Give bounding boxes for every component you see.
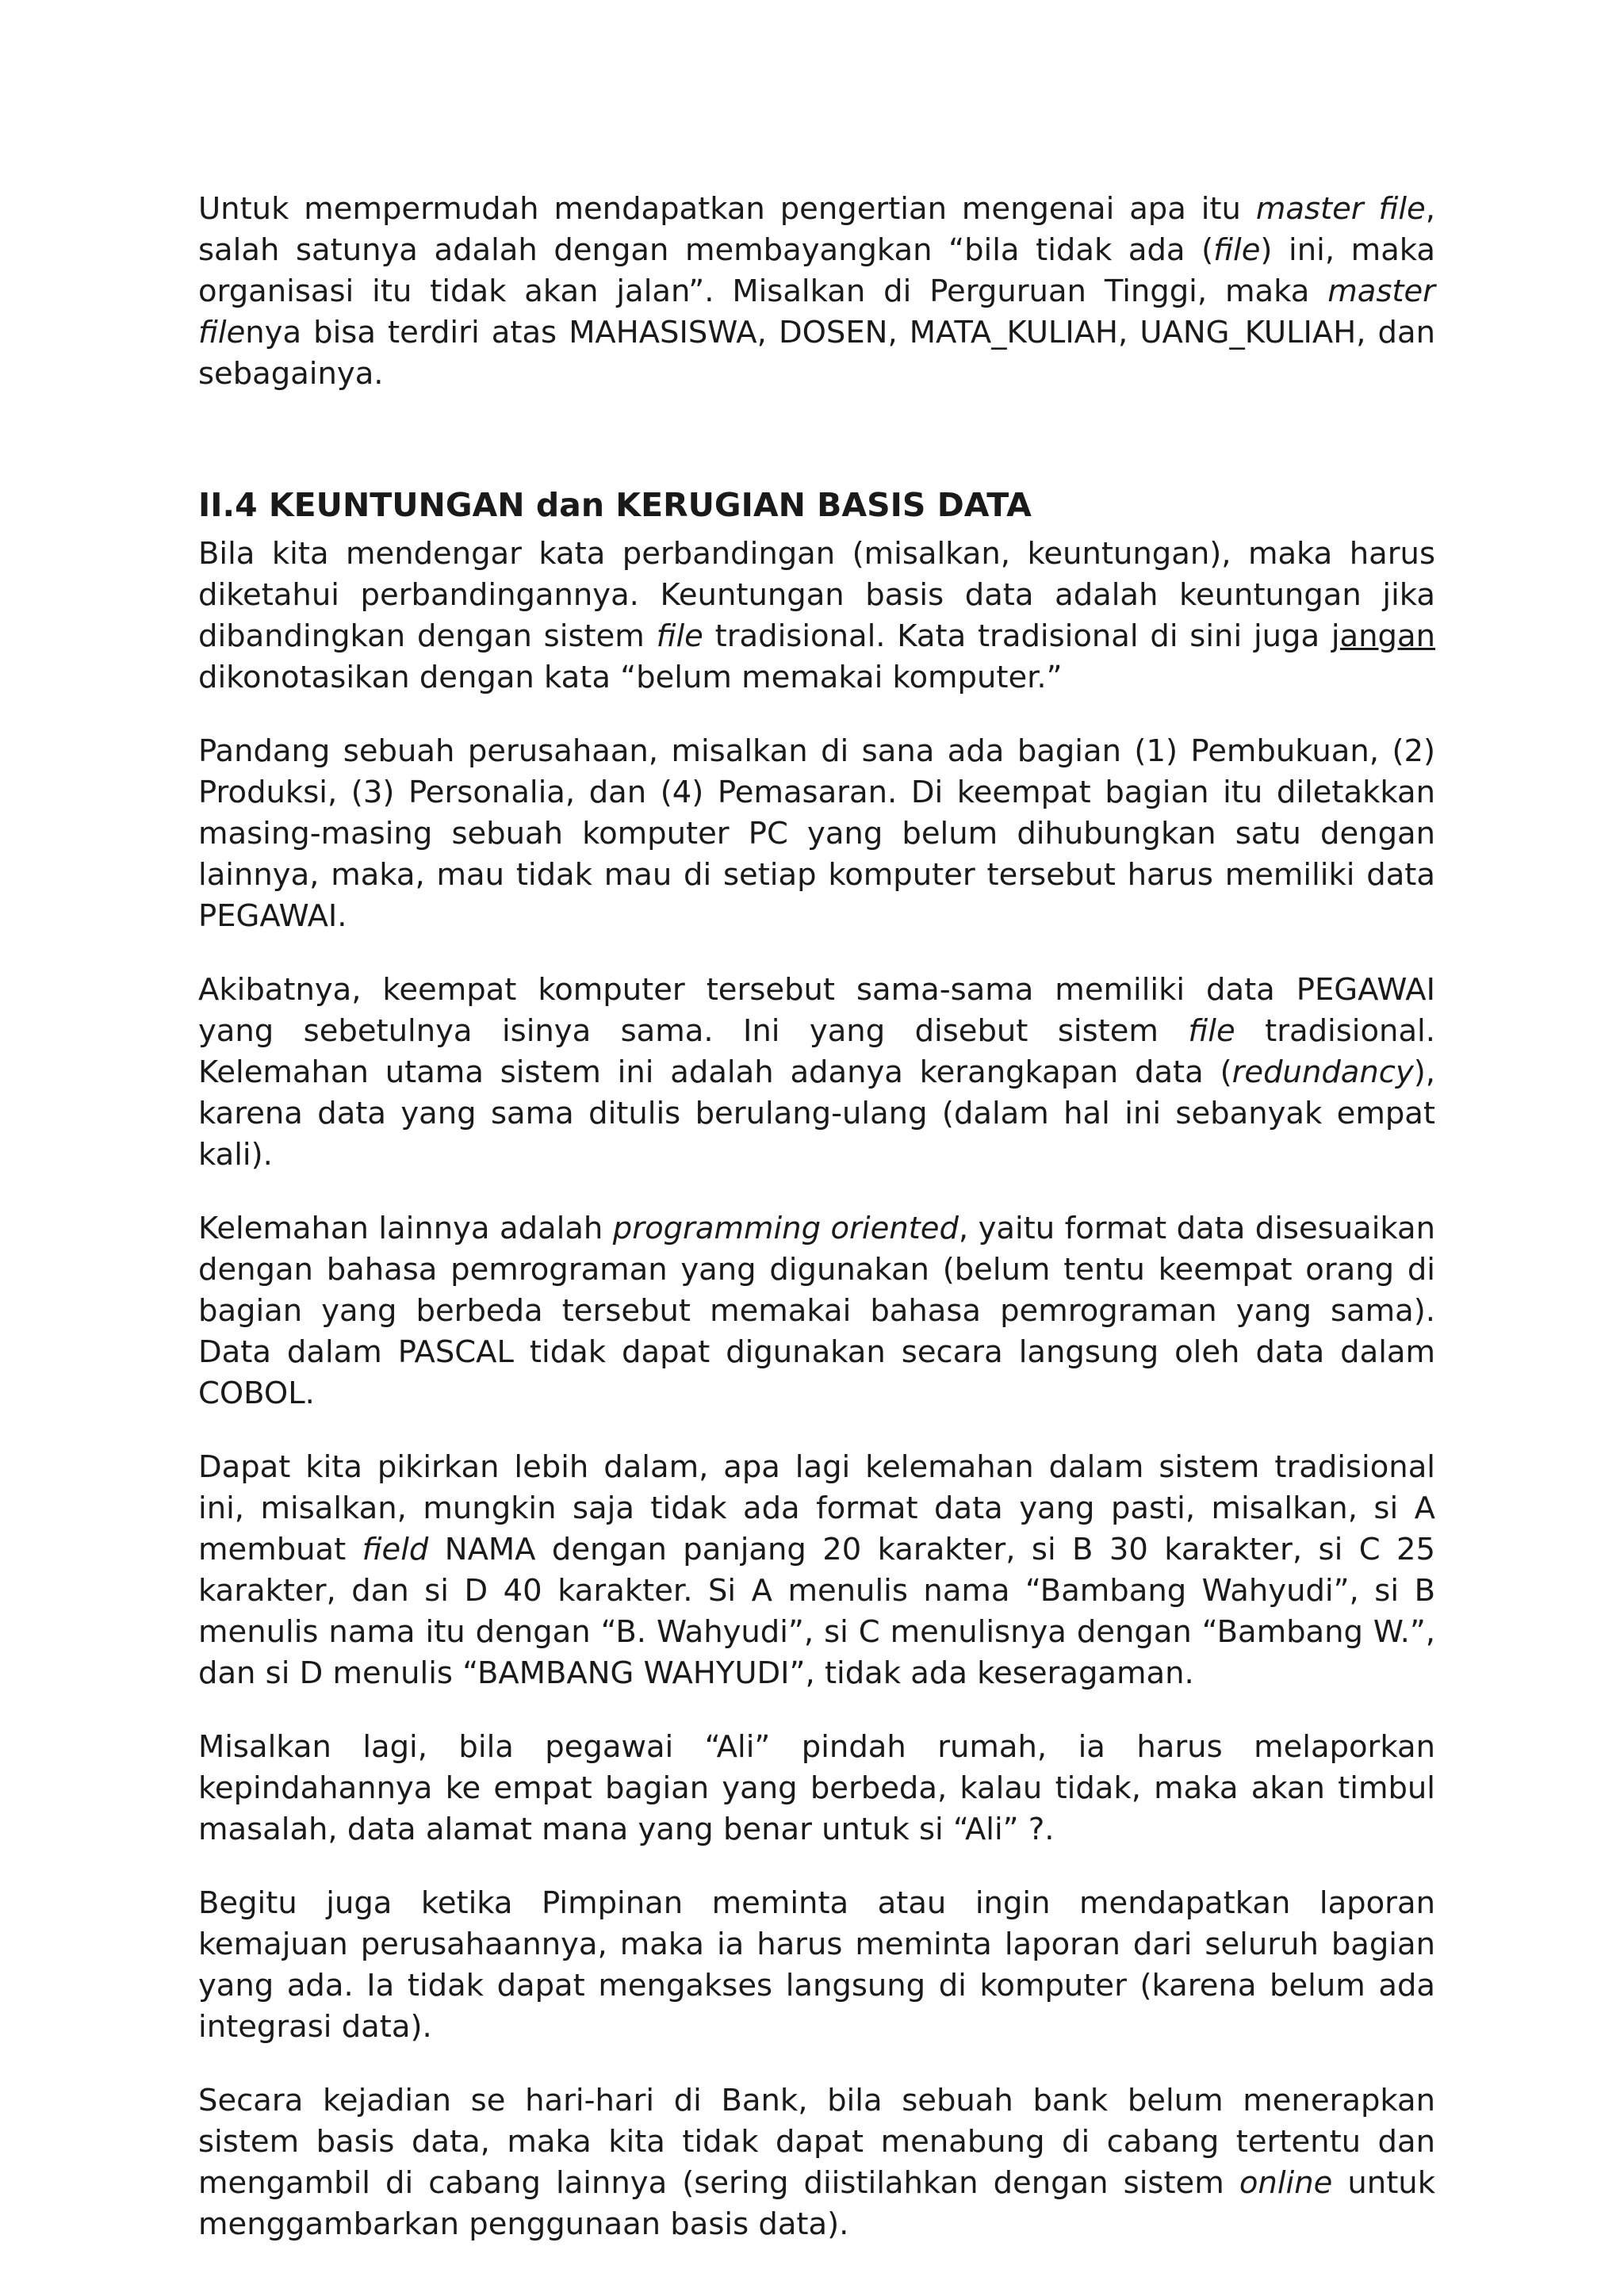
paragraph-4: Kelemahan lainnya adalah programming oriented, yaitu format data disesuaikan dengan bahasa pemrograman yang digunakan (belum tentu keempat orang di bagian yang berbeda tersebut memakai bahasa pemrograman yang sama). Data dalam PASCAL tidak dapat digunakan secara langsung oleh data dalam COBOL. — [198, 1211, 1435, 1411]
term-master-file: master file — [198, 274, 1435, 350]
term-file: file — [1213, 232, 1261, 268]
paragraph-3: Akibatnya, keempat komputer tersebut sama-sama memiliki data PEGAWAI yang sebetulnya isinya sama. Ini yang disebut sistem file tradisional. Kelemahan utama sistem ini adalah adanya kerangkapan data (redundancy), karena data yang sama ditulis berulang-ulang (dalam hal ini sebanyak empat kali). — [198, 972, 1435, 1173]
paragraph-8: Secara kejadian se hari-hari di Bank, bila sebuah bank belum menerapkan sistem basis data, maka kita tidak dapat menabung di cabang tertentu dan mengambil di cabang lainnya (sering diistilahkan dengan sistem online untuk menggambarkan penggunaan basis data). — [198, 2083, 1435, 2242]
term-field: field — [362, 1532, 429, 1567]
underlined-word: jangan — [1331, 618, 1435, 654]
document-body — [198, 189, 1435, 2278]
term-online: online — [1239, 2165, 1333, 2201]
intro-paragraph: Untuk mempermudah mendapatkan pengertian mengenai apa itu master file, salah satunya adalah dengan membayangkan “bila tidak ada (file) ini, maka organisasi itu tidak akan jalan”. Misalkan di Perguruan Tinggi, maka master filenya bisa terdiri atas MAHASISWA, DOSEN, MATA_KULIAH, UANG_KULIAH, dan sebagainya. — [198, 191, 1435, 392]
paragraph-5: Dapat kita pikirkan lebih dalam, apa lagi kelemahan dalam sistem tradisional ini, misalkan, mungkin saja tidak ada format data yang pasti, misalkan, si A membuat field NAMA dengan panjang 20 karakter, si B 30 karakter, si C 25 karakter, dan si D 40 karakter. Si A menulis nama “Bambang Wahyudi”, si B menulis nama itu dengan “B. Wahyudi”, si C menulisnya dengan “Bambang W.”, dan si D menulis “BAMBANG WAHYUDI”, tidak ada keseragaman. — [198, 1449, 1435, 1691]
paragraph-6: Misalkan lagi, bila pegawai “Ali” pindah rumah, ia harus melaporkan kepindahannya ke empat bagian yang berbeda, kalau tidak, maka akan timbul masalah, data alamat mana yang benar untuk si “Ali” ?. — [198, 1729, 1435, 1847]
section-heading: II.4 KEUNTUNGAN dan KERUGIAN BASIS DATA — [198, 486, 1032, 524]
term-programming-oriented: programming oriented — [612, 1211, 959, 1246]
paragraph-7: Begitu juga ketika Pimpinan meminta atau ingin mendapatkan laporan kemajuan perusahaannya, maka ia harus meminta laporan dari seluruh bagian yang ada. Ia tidak dapat mengakses langsung di komputer (karena belum ada integrasi data). — [198, 1885, 1435, 2045]
term-file: file — [656, 618, 703, 654]
paragraph-2: Pandang sebuah perusahaan, misalkan di sana ada bagian (1) Pembukuan, (2) Produksi, (3) Personalia, dan (4) Pemasaran. Di keempat bagian itu diletakkan masing-masing sebuah komputer PC yang belum dihubungkan satu dengan lainnya, maka, mau tidak mau di setiap komputer tersebut harus memiliki data PEGAWAI. — [198, 733, 1435, 934]
term-master-file: master file — [1255, 191, 1426, 227]
paragraph-1: Bila kita mendengar kata perbandingan (misalkan, keuntungan), maka harus diketahui perbandingannya. Keuntungan basis data adalah keuntungan jika dibandingkan dengan sistem file tradisional. Kata tradisional di sini juga jangan dikonotasikan dengan kata “belum memakai komputer.” — [198, 536, 1435, 695]
term-file: file — [1188, 1013, 1235, 1049]
term-redundancy: redundancy — [1231, 1054, 1414, 1090]
